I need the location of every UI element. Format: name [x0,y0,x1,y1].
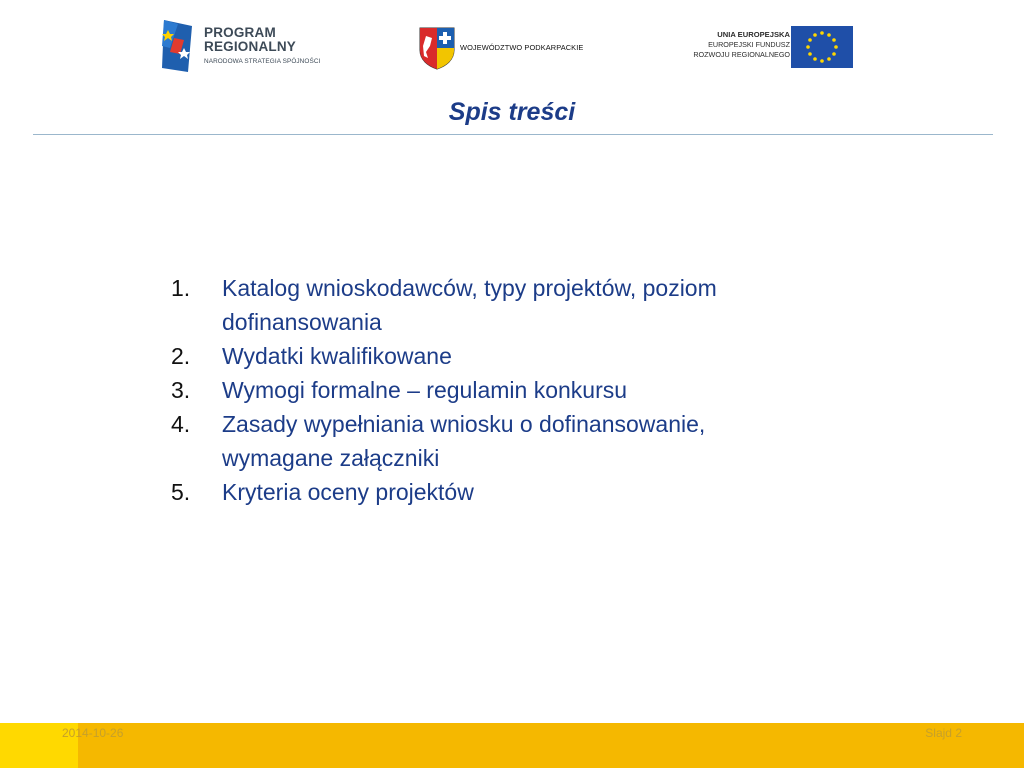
ue-title-label: UNIA EUROPEJSKA [717,30,790,39]
toc-item [171,373,871,407]
program-regionalny-logo [160,18,335,74]
footer-date: 2014-10-26 [62,726,124,740]
ue-text [693,30,790,60]
toc-text: Katalog wnioskodawców, typy projektów, poziom [222,275,717,301]
ue-development-label: ROZWOJU REGIONALNEGO [693,50,790,59]
footer-bar [0,723,1024,768]
toc-number: 5. [171,479,191,505]
toc-text: Wydatki kwalifikowane [222,343,452,369]
eu-flag-icon [791,26,853,68]
toc-number: 4. [171,411,191,437]
coat-of-arms-icon [418,26,456,70]
wojewodztwo-logo [418,26,618,70]
program-regionalny-text [204,26,320,65]
toc-text: Wymogi formalne – regulamin konkursu [222,377,628,403]
unia-europejska-logo [676,26,856,70]
toc-item [171,407,871,475]
regionalny-label: REGIONALNY [204,39,297,54]
logo-bar [0,0,1024,90]
toc-item [171,475,871,509]
program-regionalny-emblem-icon [160,18,196,74]
toc-item [171,271,871,339]
toc-number: 2. [171,343,191,369]
toc-number: 1. [171,275,191,301]
toc-text: dofinansowania [222,309,382,335]
ue-fund-label: EUROPEJSKI FUNDUSZ [708,40,790,49]
wojewodztwo-label: WOJEWÓDZTWO PODKARPACKIE [460,43,584,52]
slide-title: Spis treści [448,98,576,126]
slide-number: Slajd 2 [925,726,962,740]
table-of-contents [171,271,871,509]
toc-text: wymagane załączniki [222,445,440,471]
toc-text: Kryteria oceny projektów [222,479,474,505]
strategy-label: NARODOWA STRATEGIA SPÓJNOŚCI [204,58,321,65]
toc-number: 3. [171,377,191,403]
toc-text: Zasady wypełniania wniosku o dofinansowanie, [222,411,706,437]
program-label: PROGRAM [204,25,276,40]
toc-item [171,339,871,373]
title-divider [33,134,993,135]
